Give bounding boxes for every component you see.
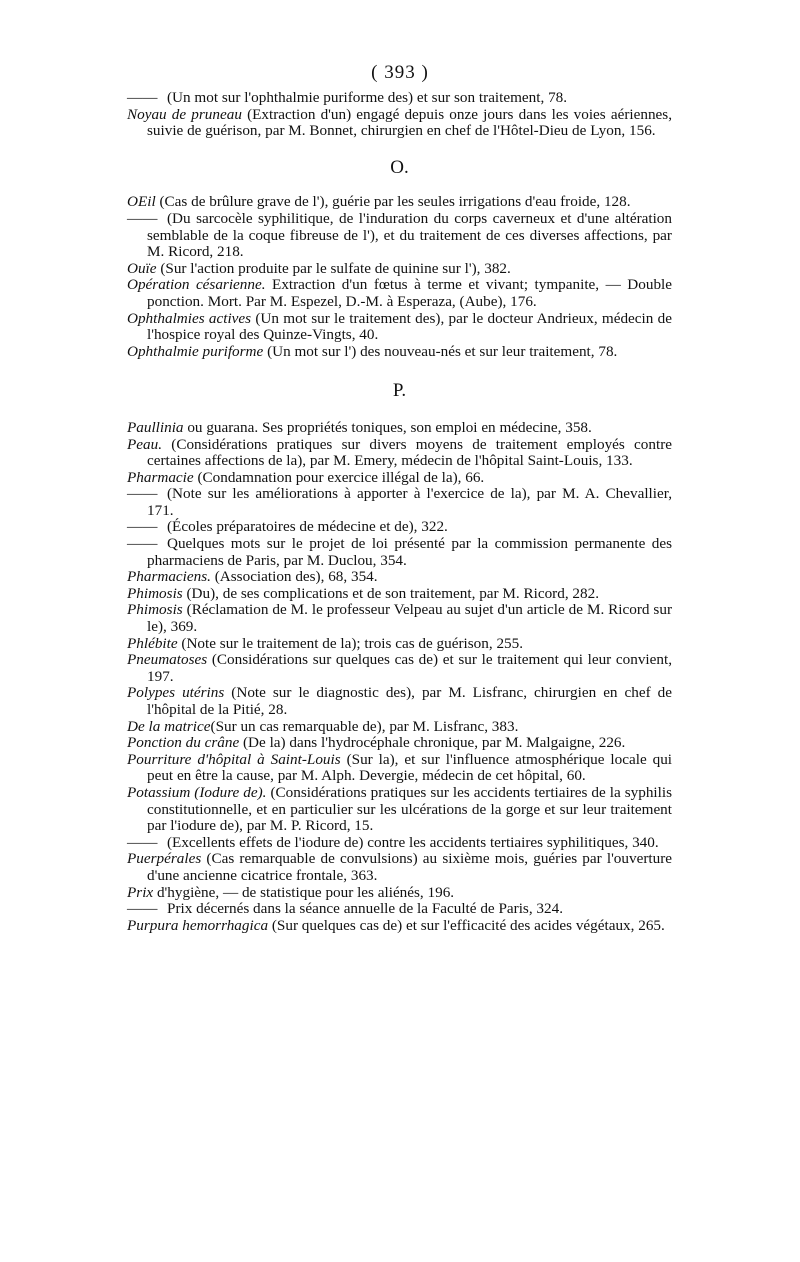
entry-term: Paullinia — [127, 418, 184, 436]
index-entry — [127, 261, 672, 278]
entry-text: ou guarana. Ses propriétés toniques, son emploi en médecine, 358. — [183, 418, 592, 436]
index-entry — [127, 636, 672, 653]
index-entry — [127, 470, 672, 487]
entry-text: (Un mot sur l') des nouveau-nés et sur leur traitement, 78. — [263, 342, 618, 360]
index-entry — [127, 586, 672, 603]
index-entry — [127, 752, 672, 785]
entry-term: Prix — [127, 883, 154, 901]
index-entry — [127, 437, 672, 470]
entry-term: Ophthalmies actives — [127, 309, 252, 327]
entry-text: (Association des), 68, 354. — [210, 568, 378, 586]
entry-text: (Sur un cas remarquable de), par M. Lisfranc, 383. — [210, 717, 519, 735]
entry-term: Ophthalmie puriforme — [127, 342, 264, 360]
repeat-dash: —— — [127, 535, 158, 553]
index-entry — [127, 107, 672, 140]
entry-term: Phimosis — [127, 601, 183, 619]
entry-term: Pneumatoses — [127, 651, 208, 669]
repeat-dash: —— — [127, 833, 158, 851]
repeat-dash: —— — [127, 900, 158, 918]
entry-text: (Cas remarquable de convulsions) au sixième mois, guéries par l'ouverture d'une ancienne cicatrice frontale, 363. — [147, 850, 672, 884]
entry-term: Pourriture d'hôpital à Saint-Louis — [127, 750, 341, 768]
index-entry — [127, 918, 672, 935]
entry-term: Phimosis — [127, 584, 183, 602]
entry-term: Polypes utérins — [127, 684, 225, 702]
entry-text: (Considérations pratiques sur les accidents tertiaires de la syphilis constitutionnelle, et en particulier sur les ulcérations de la gorge et sur leur traitement par l'iodure de), par M. P. Ricord, 15. — [147, 783, 672, 835]
entry-term: Phlébite — [127, 634, 178, 652]
section-letter-p: P. — [392, 380, 407, 402]
entry-term: De la matrice — [127, 717, 211, 735]
entry-text: (Condamnation pour exercice illégal de la), 66. — [193, 468, 485, 486]
index-section-p — [127, 420, 672, 934]
index-entry — [127, 277, 672, 310]
entry-text: (Note sur les améliorations à apporter à l'exercice de la), par M. A. Chevallier, 171. — [147, 485, 672, 519]
entry-text: (Note sur le traitement de la); trois cas de guérison, 255. — [177, 634, 524, 652]
entry-term: Ponction du crâne — [127, 734, 240, 752]
index-section-o — [127, 194, 672, 360]
index-entry — [127, 685, 672, 718]
entry-term: Noyau de pruneau — [127, 105, 242, 123]
repeat-dash: —— — [127, 518, 158, 536]
entry-text: Prix décernés dans la séance annuelle de la Faculté de Paris, 324. — [167, 900, 563, 918]
section-letter-o: O. — [390, 156, 409, 178]
index-entry — [127, 901, 672, 918]
index-entry — [127, 885, 672, 902]
entry-text: (Du), de ses complications et de son traitement, par M. Ricord, 282. — [182, 584, 599, 602]
index-entry — [127, 486, 672, 519]
index-entry — [127, 311, 672, 344]
repeat-dash: —— — [127, 485, 158, 503]
entry-text: Extraction d'un fœtus à terme et vivant; tympanite, — Double ponction. Mort. Par M. Espezel, D.-M. à Esperaza, (Aube), 176. — [147, 276, 672, 310]
entry-text: (Du sarcocèle syphilitique, de l'induration du corps caverneux et d'une altération semblable de la coque fibreuse de l'), et du traitement de ces diverses affections, par M. Ricord, 218. — [147, 209, 672, 261]
entry-text: (Excellents effets de l'iodure de) contre les accidents tertiaires syphilitiques, 340. — [167, 833, 659, 851]
entry-text: (Réclamation de M. le professeur Velpeau au sujet d'un article de M. Ricord sur le), 369. — [147, 601, 672, 636]
index-entry — [127, 785, 672, 835]
index-entry — [127, 735, 672, 752]
entry-text: (Écoles préparatoires de médecine et de), 322. — [167, 518, 448, 536]
entry-text: (Sur la), et sur l'influence atmosphérique locale qui peut en être la cause, par M. Alph. Devergie, médecin de cet hôpital, 60. — [147, 750, 673, 785]
index-entry — [127, 344, 672, 361]
entry-text: (Un mot sur le traitement des), par le docteur Andrieux, médecin de l'hospice royal des Quinze-Vingts, 40. — [147, 309, 672, 344]
index-entry — [127, 194, 672, 211]
repeat-dash: —— — [127, 209, 158, 227]
entry-term: Peau. — [127, 435, 163, 453]
index-entry — [127, 90, 672, 107]
repeat-dash: —— — [127, 89, 158, 106]
entry-text: (Sur l'action produite par le sulfate de quinine sur l'), 382. — [156, 259, 511, 277]
index-section-continuation — [127, 90, 672, 140]
index-content — [127, 90, 672, 934]
entry-term: Pharmaciens. — [127, 568, 211, 586]
entry-text: (Note sur le diagnostic des), par M. Lisfranc, chirurgien en chef de l'hôpital de la Pitié, 28. — [147, 684, 673, 718]
index-entry — [127, 851, 672, 884]
entry-text: (Considérations pratiques sur divers moyens de traitement employés contre certaines affections de la), par M. Emery, médecin de l'hôpital Saint-Louis, 133. — [147, 435, 672, 470]
index-entry — [127, 211, 672, 261]
index-entry — [127, 536, 672, 569]
entry-text: (De la) dans l'hydrocéphale chronique, par M. Malgaigne, 226. — [239, 734, 626, 752]
index-entry — [127, 420, 672, 437]
index-entry — [127, 719, 672, 736]
entry-text: (Extraction d'un) engagé depuis onze jours dans les voies aériennes, suivie de guérison, par M. Bonnet, chirurgien en chef de l'Hôtel-Dieu de Lyon, 156. — [147, 105, 673, 140]
index-entry — [127, 519, 672, 536]
entry-term: Potassium (Iodure de). — [127, 783, 267, 801]
index-entry — [127, 835, 672, 852]
index-entry — [127, 602, 672, 635]
entry-term: Ouïe — [127, 259, 157, 277]
entry-term: Pharmacie — [127, 468, 194, 486]
entry-term: Purpura hemorrhagica — [127, 916, 269, 934]
entry-text: (Sur quelques cas de) et sur l'efficacité des acides végétaux, 265. — [268, 916, 665, 934]
entry-term: OEil — [127, 193, 156, 211]
entry-term: Puerpérales — [127, 850, 202, 868]
entry-text: d'hygiène, — de statistique pour les aliénés, 196. — [153, 883, 455, 901]
page-number: ( 393 ) — [371, 62, 429, 83]
entry-term: Opération césarienne. — [127, 276, 266, 294]
entry-text: Quelques mots sur le projet de loi présenté par la commission permanente des pharmaciens de Paris, par M. Duclou, 354. — [147, 535, 672, 569]
entry-text: (Un mot sur l'ophthalmie puriforme des) et sur son traitement, 78. — [167, 89, 568, 106]
entry-text: (Cas de brûlure grave de l'), guérie par les seules irrigations d'eau froide, 128. — [155, 193, 631, 211]
entry-text: (Considérations sur quelques cas de) et sur le traitement qui leur convient, 197. — [147, 651, 672, 685]
index-entry — [127, 652, 672, 685]
index-entry — [127, 569, 672, 586]
